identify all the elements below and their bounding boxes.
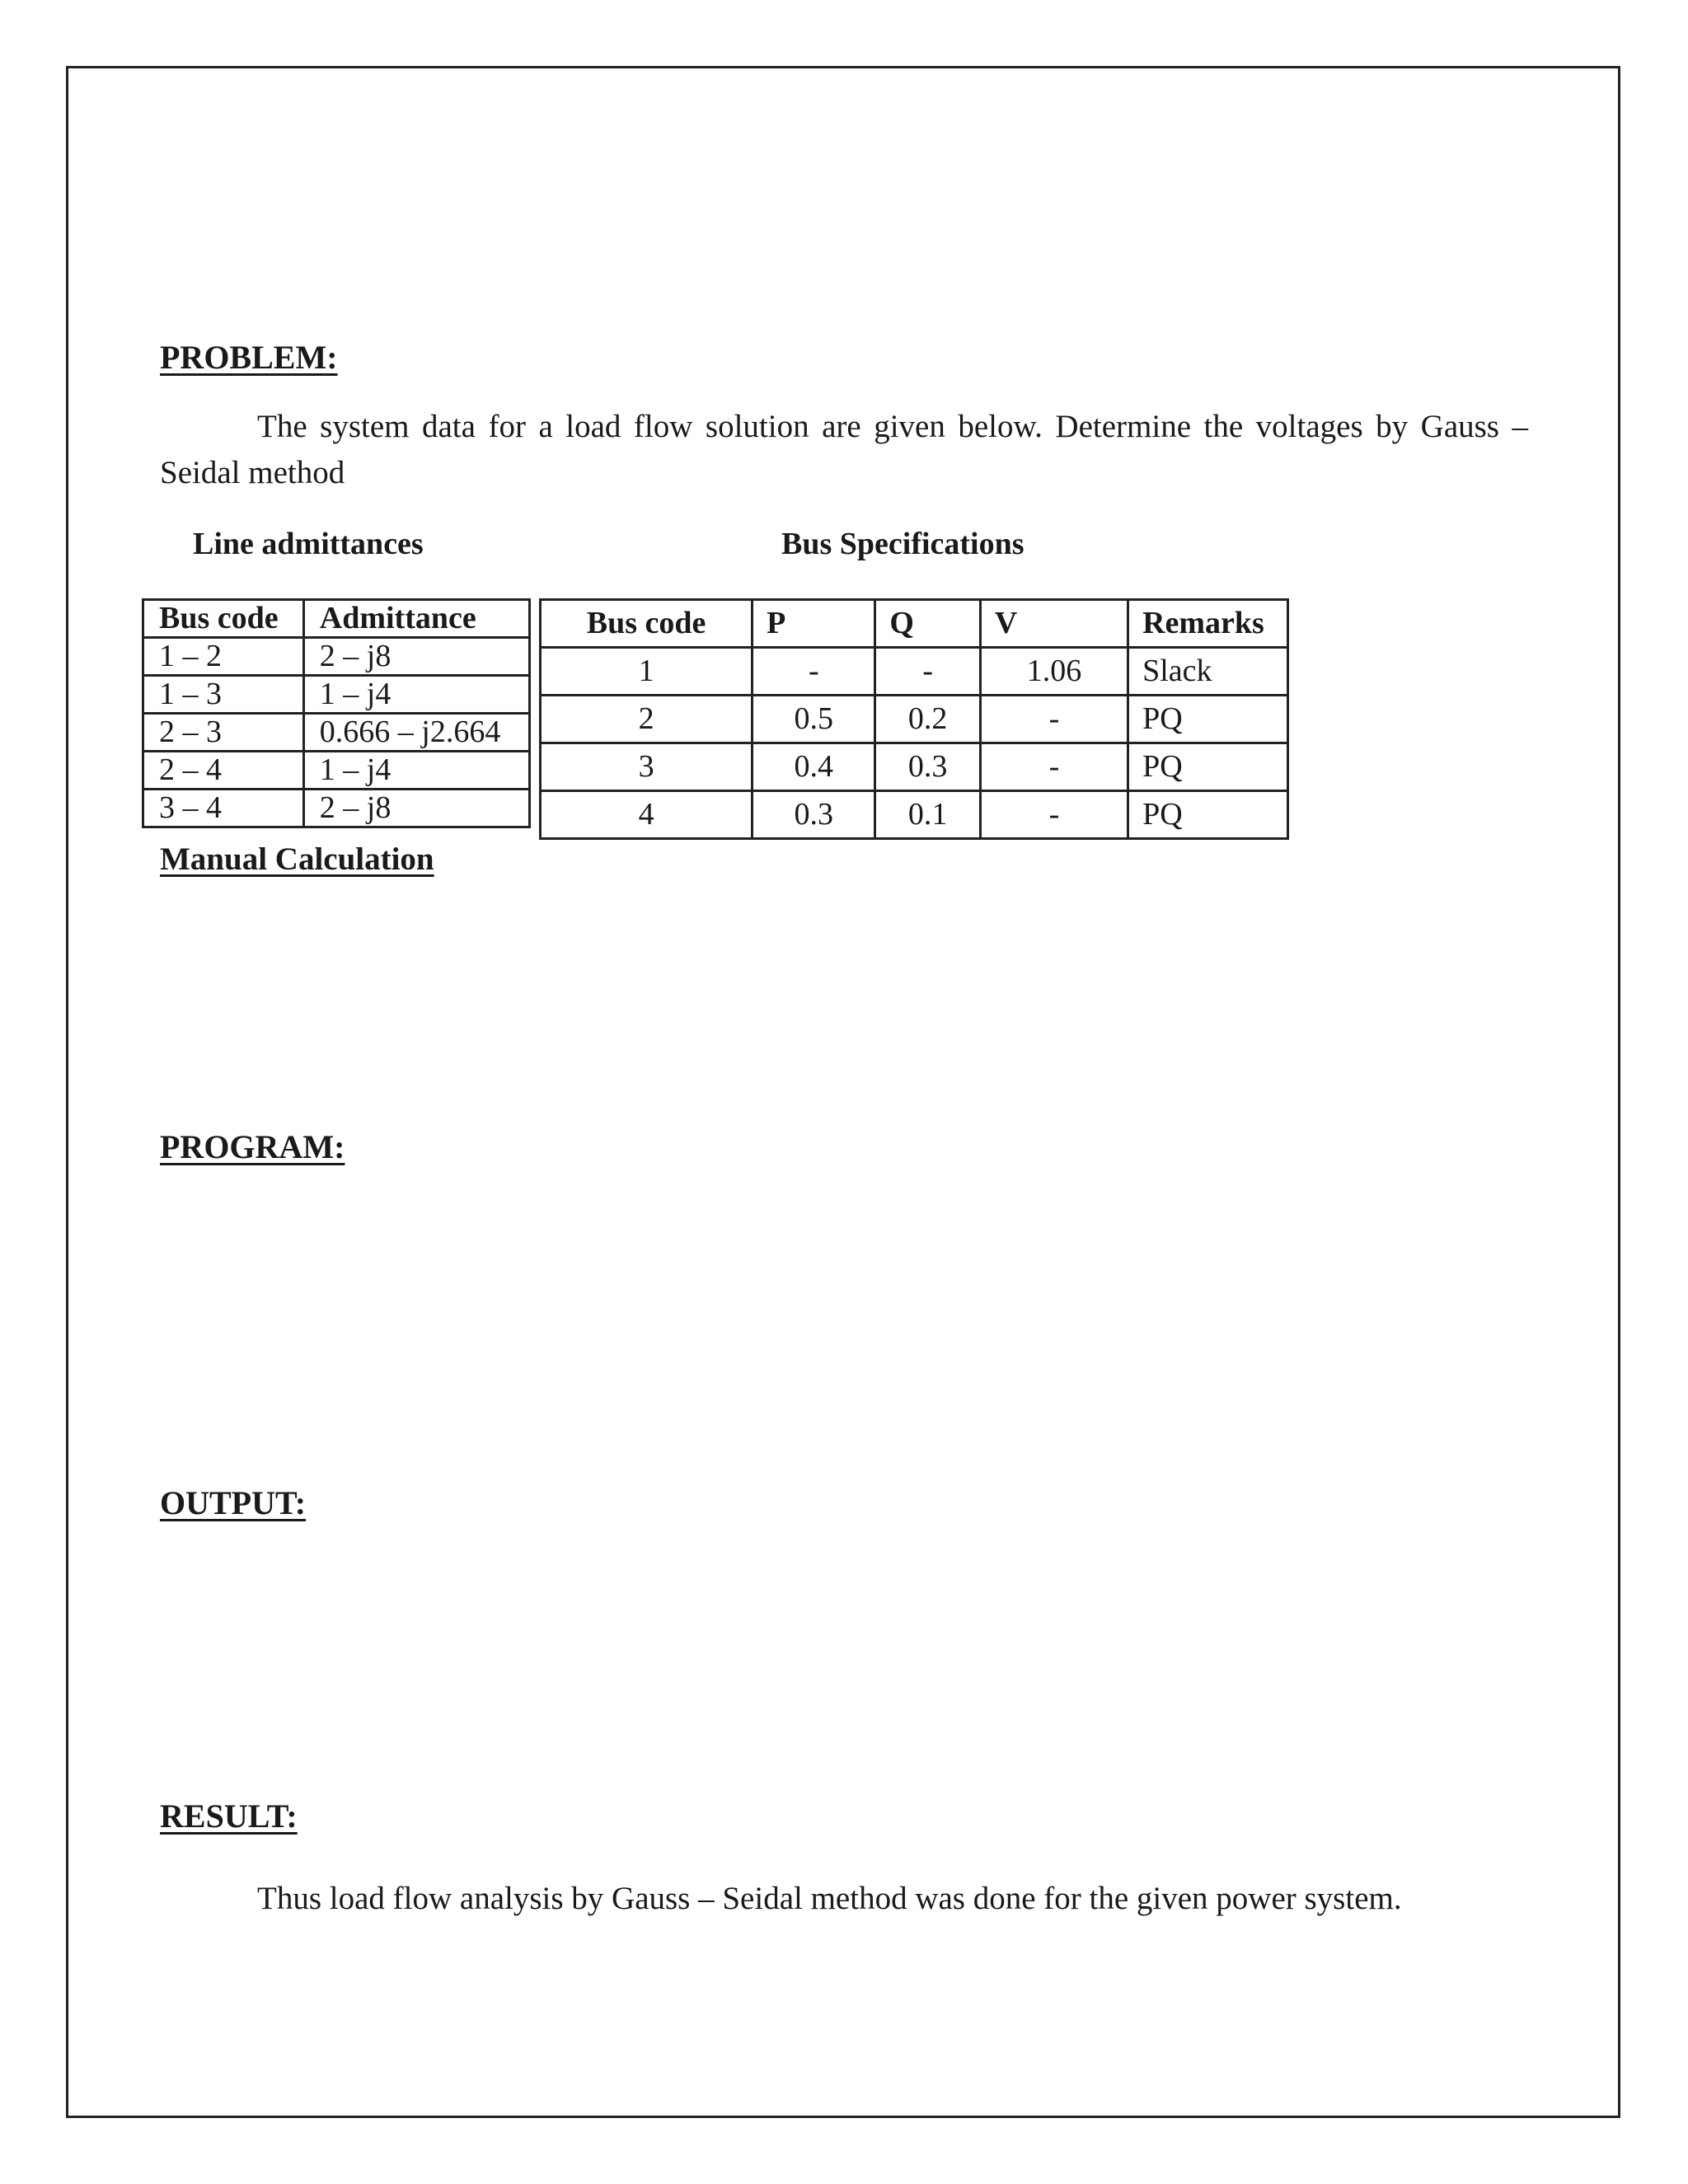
- bus-specifications-title: Bus Specifications: [781, 527, 1025, 561]
- manual-calculation-heading: Manual Calculation: [160, 841, 434, 877]
- result-statement: Thus load flow analysis by Gauss – Seidal method was done for the given power system.: [257, 1881, 1402, 1916]
- table-cell: 2: [541, 696, 753, 743]
- table-cell: 1.06: [980, 648, 1128, 696]
- table-row: [143, 676, 530, 714]
- table-cell: 3: [541, 743, 753, 791]
- table-cell: 0.4: [753, 743, 875, 791]
- table-cell: PQ: [1128, 696, 1288, 743]
- table-cell: 1 – 2: [143, 638, 304, 676]
- table-cell: 2 – 3: [143, 714, 304, 752]
- problem-statement: The system data for a load flow solution are given below. Determine the voltages by Gauss – Seidal method: [160, 409, 1528, 490]
- table-cell: -: [980, 743, 1128, 791]
- table-cell: 0.1: [875, 791, 981, 839]
- table-row: [143, 714, 530, 752]
- table-cell: PQ: [1128, 791, 1288, 839]
- line-admittances-table: [142, 598, 531, 828]
- bus-specifications-table: [539, 598, 1289, 840]
- table-cell: 1: [541, 648, 753, 696]
- column-header-p: P: [753, 600, 875, 648]
- table-row: [143, 752, 530, 790]
- table-row: [143, 790, 530, 827]
- table-header-row: [143, 600, 530, 638]
- table-row: [541, 791, 1288, 839]
- column-header-q: Q: [875, 600, 981, 648]
- table-cell: -: [980, 791, 1128, 839]
- problem-heading: PROBLEM:: [160, 339, 338, 376]
- column-header-admittance: Admittance: [303, 600, 529, 638]
- line-admittances-title: Line admittances: [193, 527, 424, 561]
- table-cell: 2 – j8: [303, 638, 529, 676]
- table-cell: PQ: [1128, 743, 1288, 791]
- table-cell: 3 – 4: [143, 790, 304, 827]
- table-cell: 0.3: [875, 743, 981, 791]
- table-cell: 0.3: [753, 791, 875, 839]
- table-cell: Slack: [1128, 648, 1288, 696]
- table-cell: -: [875, 648, 981, 696]
- result-heading: RESULT:: [160, 1797, 298, 1835]
- table-cell: 4: [541, 791, 753, 839]
- program-heading: PROGRAM:: [160, 1128, 345, 1165]
- table-cell: -: [753, 648, 875, 696]
- table-cell: 1 – 3: [143, 676, 304, 714]
- table-cell: -: [980, 696, 1128, 743]
- table-header-row: [541, 600, 1288, 648]
- column-header-v: V: [980, 600, 1128, 648]
- table-row: [143, 638, 530, 676]
- column-header-bus-code: Bus code: [143, 600, 304, 638]
- output-heading: OUTPUT:: [160, 1484, 307, 1521]
- table-cell: 0.666 – j2.664: [303, 714, 529, 752]
- table-cell: 0.2: [875, 696, 981, 743]
- table-row: [541, 648, 1288, 696]
- table-cell: 1 – j4: [303, 676, 529, 714]
- table-cell: 1 – j4: [303, 752, 529, 790]
- table-cell: 2 – 4: [143, 752, 304, 790]
- column-header-bus-code: Bus code: [541, 600, 753, 648]
- table-row: [541, 696, 1288, 743]
- column-header-remarks: Remarks: [1128, 600, 1288, 648]
- table-cell: 2 – j8: [303, 790, 529, 827]
- table-row: [541, 743, 1288, 791]
- table-cell: 0.5: [753, 696, 875, 743]
